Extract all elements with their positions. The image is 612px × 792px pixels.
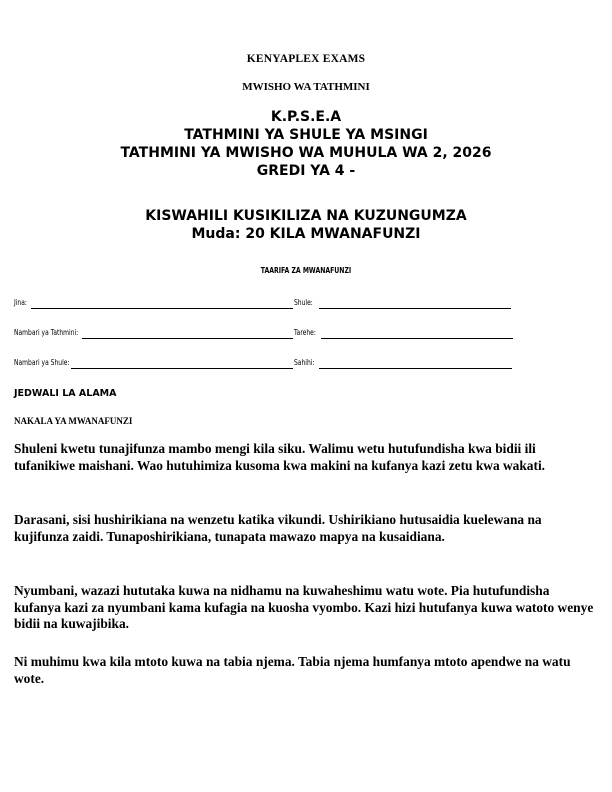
title-line-grade: GREDI YA 4 -: [256, 163, 356, 179]
date-label-wrap: [294, 328, 321, 337]
school-field[interactable]: [319, 308, 511, 309]
school-label-wrap: [294, 298, 318, 307]
date-field[interactable]: [321, 338, 513, 339]
assessment-number-label-wrap: [14, 328, 94, 337]
subject-title: KISWAHILI KUSIKILIZA NA KUZUNGUMZA: [145, 208, 467, 224]
name-field[interactable]: [31, 308, 293, 309]
title-line-term: TATHMINI YA MWISHO WA MUHULA WA 2, 2026: [120, 145, 492, 161]
passage-paragraph: Ni muhimu kwa kila mtoto kuwa na tabia njema. Tabia njema humfanya mtoto apendwe na watu wote.: [14, 654, 571, 686]
marks-table-label: JEDWALI LA ALAMA: [14, 388, 117, 399]
passage-paragraph: Darasani, sisi hushirikiana na wenzetu katika vikundi. Ushirikiano hutusaidia kuelewana na kujifunza zaidi. Tunaposhirikiana, tunapata mawazo mapya na kusaidiana.: [14, 512, 542, 544]
subject-block: [0, 207, 612, 243]
school-number-label: Nambari ya Shule:: [14, 358, 70, 367]
exam-title-block: [0, 108, 612, 180]
student-info-heading: TAARIFA ZA MWANAFUNZI: [260, 266, 352, 275]
signature-field[interactable]: [319, 368, 512, 369]
name-label-wrap: [14, 298, 30, 307]
assessment-number-field[interactable]: [82, 338, 293, 339]
assessment-number-label: Nambari ya Tathmini:: [14, 328, 79, 337]
school-label: Shule:: [294, 298, 313, 307]
school-number-field[interactable]: [71, 368, 293, 369]
duration: Muda: 20 KILA MWANAFUNZI: [191, 226, 421, 242]
title-line-kpsea: K.P.S.E.A: [270, 109, 342, 125]
signature-label-wrap: [294, 358, 320, 367]
passage-paragraph: Nyumbani, wazazi hututaka kuwa na nidhamu na kuwaheshimu watu wote. Pia hutufundisha kufanya kazi za nyumbani kama kufagia na kuosha vyombo. Kazi hizi hutufanya kuwa watoto wenye bidii na kuwajibika.: [14, 583, 594, 631]
name-label: Jina:: [14, 298, 27, 307]
copy-label: NAKALA YA MWANAFUNZI: [14, 416, 133, 426]
signature-label: Sahihi:: [294, 358, 315, 367]
organization-name: KENYAPLEX EXAMS: [246, 53, 366, 65]
exam-type: MWISHO WA TATHMINI: [242, 81, 370, 93]
school-number-label-wrap: [14, 358, 83, 367]
date-label: Tarehe:: [294, 328, 316, 337]
title-line-school: TATHMINI YA SHULE YA MSINGI: [184, 127, 428, 143]
passage-paragraph: Shuleni kwetu tunajifunza mambo mengi kila siku. Walimu wetu hutufundisha kwa bidii ili tufanikiwe maishani. Wao hutuhimiza kusoma kwa makini na kufanya kazi zetu kwa wakati.: [14, 441, 546, 473]
